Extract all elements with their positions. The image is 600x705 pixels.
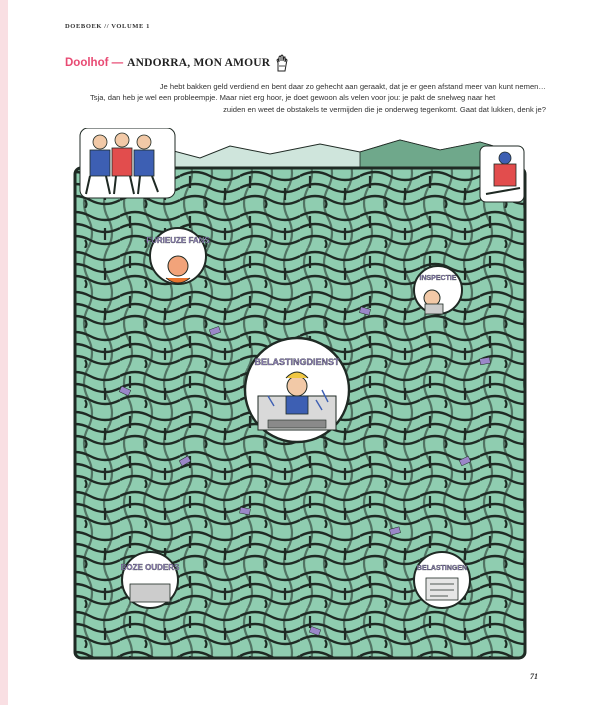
running-head: DOEBOEK // VOLUME 1 xyxy=(65,23,151,30)
intro-line-3: zuiden en weet de obstakels te vermijden die je onderweg tegenkomt. Gaat dat lukken, denk je? xyxy=(223,104,546,114)
page-number: 71 xyxy=(530,672,538,681)
inspection-label: INSPECTIE xyxy=(419,275,457,282)
hand-icon xyxy=(275,54,289,72)
obstacle-angry-parents xyxy=(121,552,180,608)
intro-text xyxy=(90,81,550,115)
obstacle-taxes xyxy=(414,552,470,608)
angry-parents-label: BOZE OUDERS xyxy=(120,563,180,572)
runners-illustration xyxy=(80,128,175,198)
obstacle-inspection xyxy=(414,266,462,314)
title-accent: Doolhof — xyxy=(65,57,124,69)
page-title: ANDORRA, MON AMOUR xyxy=(127,57,271,69)
maze-illustration xyxy=(60,128,540,668)
obstacle-tax-office xyxy=(245,338,349,442)
page-edge xyxy=(0,0,8,705)
taxes-label: BELASTINGEN xyxy=(416,565,468,572)
skier-illustration xyxy=(480,146,524,202)
intro-line-1: Je hebt bakken geld verdiend en bent daar zo gehecht aan geraakt, dat je er geen afstand meer van kunt nemen… xyxy=(159,82,546,91)
intro-line-2: Tsja, dan heb je wel een probleempje. Maar niet erg hoor, je doet gewoon als velen voor jou: je pakt de snelweg naar het xyxy=(90,93,496,103)
furious-fans-label: FURIEUZE FANS xyxy=(146,236,210,245)
tax-office-label: BELASTINGDIENST xyxy=(254,357,340,367)
title-row xyxy=(65,54,289,72)
